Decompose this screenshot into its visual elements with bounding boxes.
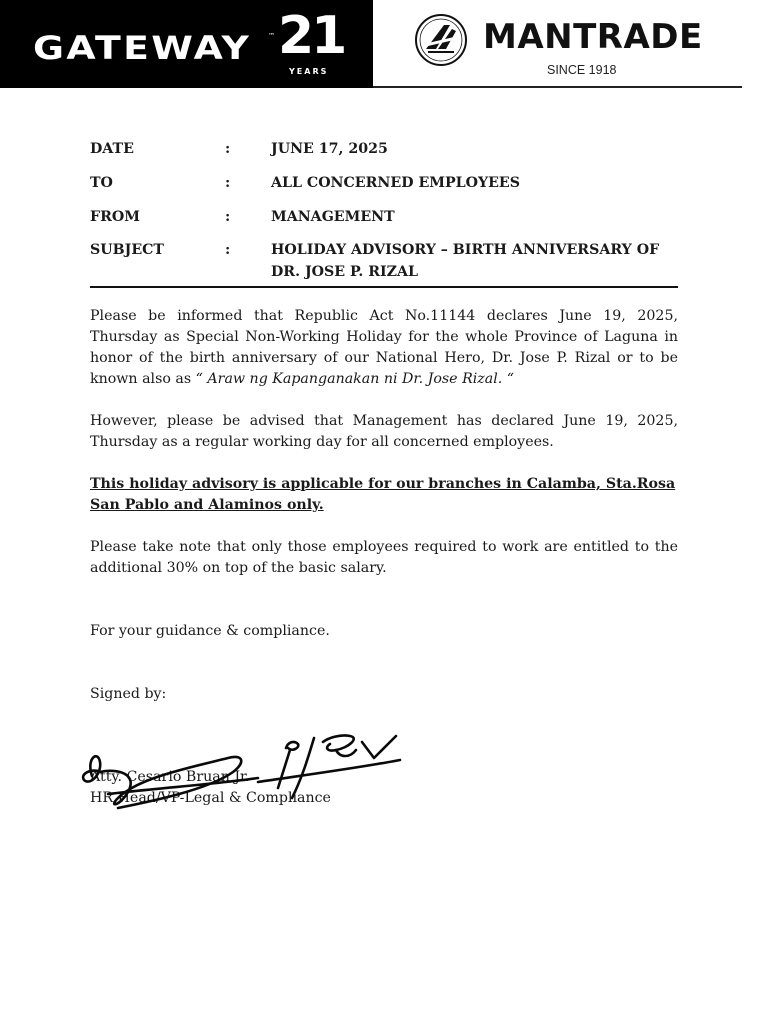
body-paragraph-1 — [90, 306, 678, 390]
body-p1-italic: “ Araw ng Kapanganakan ni Dr. Jose Rizal. “ — [195, 371, 515, 387]
header-divider — [373, 86, 742, 88]
mantrade-logo-word: MANTRADE — [483, 17, 703, 57]
mantrade-since: SINCE 1918 — [547, 63, 617, 77]
memo-subject-colon: : — [225, 242, 231, 258]
signed-by-label: Signed by: — [90, 686, 167, 702]
gateway-logo-years: YEARS — [289, 67, 329, 76]
memo-to-label: TO — [90, 175, 113, 191]
memo-subject-line2: DR. JOSE P. RIZAL — [271, 264, 419, 280]
memo-date-colon: : — [225, 141, 231, 157]
gateway-logo-word: GATEWAY — [33, 29, 252, 67]
signer-title: HR Head/VP-Legal & Compliance — [90, 790, 331, 806]
memo-from-label: FROM — [90, 209, 140, 225]
memo-from-value: MANAGEMENT — [271, 209, 395, 225]
gateway-logo-block — [0, 0, 373, 88]
memo-from-colon: : — [225, 209, 231, 225]
closing-line: For your guidance & compliance. — [90, 623, 330, 639]
memo-subject-label: SUBJECT — [90, 242, 164, 258]
memo-divider — [90, 286, 678, 288]
memo-subject-line1: HOLIDAY ADVISORY – BIRTH ANNIVERSARY OF — [271, 242, 660, 258]
mantrade-emblem-icon — [414, 13, 468, 67]
memo-to-value: ALL CONCERNED EMPLOYEES — [271, 175, 520, 191]
signer-name: Atty. Cesario Bruan Jr. — [90, 769, 250, 785]
memo-subject-value — [271, 239, 676, 283]
body-paragraph-3 — [90, 474, 678, 516]
memo-date-label: DATE — [90, 141, 134, 157]
body-p3-line2: San Pablo and Alaminos only. — [90, 497, 324, 513]
body-p1-text: Please be informed that Republic Act No.11144 declares June 19, 2025, Thursday as Special Non-Working Holiday for the whole Province of Laguna in honor of the birth anniversary of our National Hero, Dr. Jose P. Rizal or to be known also as — [90, 308, 678, 387]
handwritten-signature — [78, 728, 408, 814]
body-paragraph-2: However, please be advised that Management has declared June 19, 2025, Thursday as a regular working day for all concerned employees. — [90, 413, 678, 450]
body-p3-line1: This holiday advisory is applicable for our branches in Calamba, Sta.Rosa — [90, 476, 676, 492]
gateway-logo-number: 21 — [278, 6, 345, 66]
gateway-logo-tm: ™ — [268, 32, 275, 40]
body-paragraph-4: Please take note that only those employees required to work are entitled to the additional 30% on top of the basic salary. — [90, 539, 678, 576]
memo-date-value: JUNE 17, 2025 — [271, 141, 388, 157]
memo-to-colon: : — [225, 175, 231, 191]
